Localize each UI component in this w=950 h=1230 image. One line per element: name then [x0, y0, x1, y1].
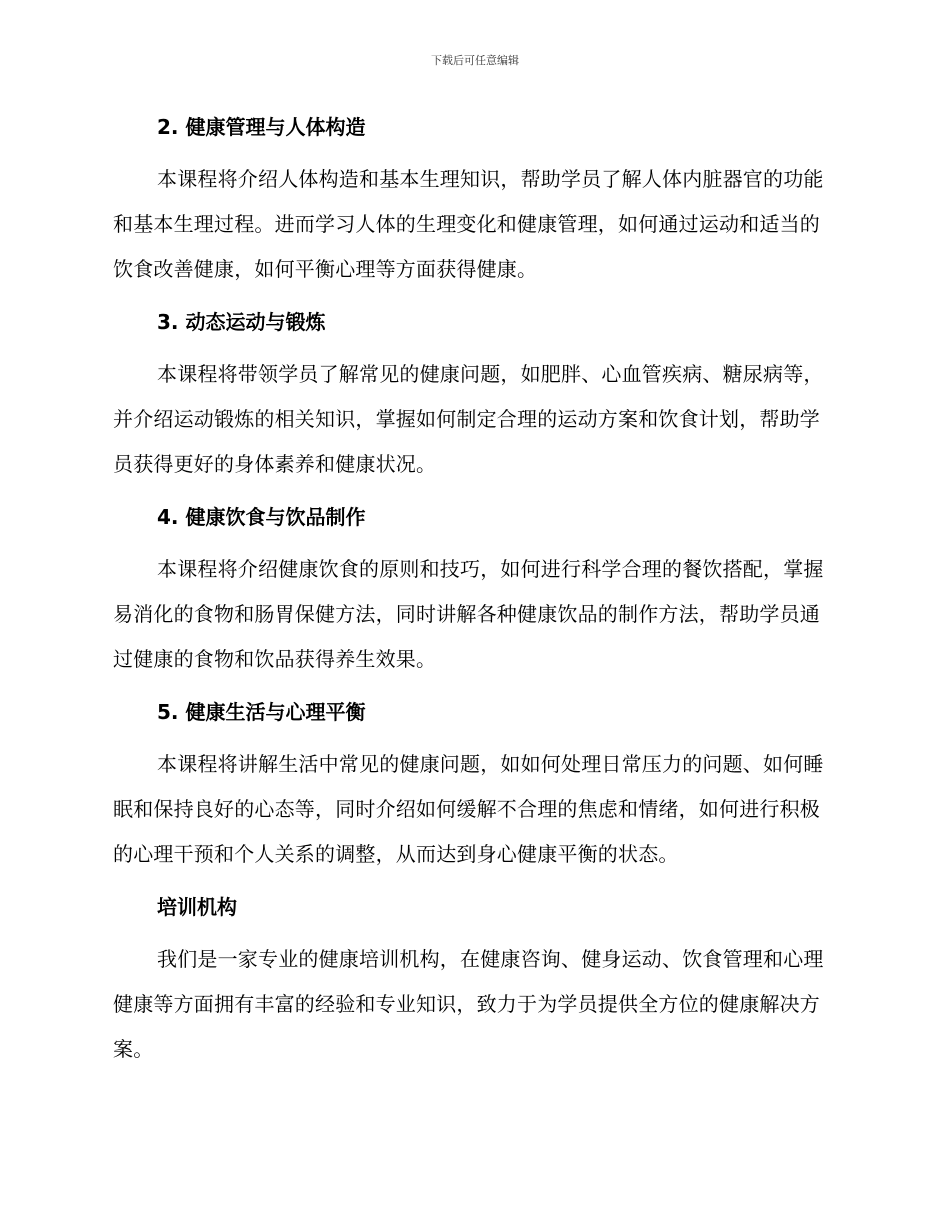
section-paragraph: 本课程将介绍健康饮食的原则和技巧，如何进行科学合理的餐饮搭配，掌握易消化的食物和肠胃保健方法，同时讲解各种健康饮品的制作方法，帮助学员通过健康的食物和饮品获得养生效果。: [113, 557, 824, 671]
section-training-institution: [113, 892, 837, 1072]
section-mental-balance: [113, 697, 837, 877]
section-heading: 3. 动态运动与锻炼: [157, 310, 326, 334]
section-heading: 4. 健康饮食与饮品制作: [157, 505, 366, 529]
section-health-management: [113, 112, 837, 292]
section-diet: [113, 502, 837, 682]
section-paragraph: 本课程将讲解生活中常见的健康问题，如如何处理日常压力的问题、如何睡眠和保持良好的心态等，同时介绍如何缓解不合理的焦虑和情绪，如何进行积极的心理干预和个人关系的调整，从而达到身心健康平衡的状态。: [113, 752, 824, 866]
section-heading: 5. 健康生活与心理平衡: [157, 700, 366, 724]
page-header-note: 下载后可任意编辑: [431, 54, 519, 67]
section-heading: 培训机构: [157, 895, 237, 919]
section-paragraph: 本课程将带领学员了解常见的健康问题，如肥胖、心血管疾病、糖尿病等，并介绍运动锻炼的相关知识，掌握如何制定合理的运动方案和饮食计划，帮助学员获得更好的身体素养和健康状况。: [113, 362, 824, 476]
section-paragraph: 本课程将介绍人体构造和基本生理知识，帮助学员了解人体内脏器官的功能和基本生理过程。进而学习人体的生理变化和健康管理，如何通过运动和适当的饮食改善健康，如何平衡心理等方面获得健康。: [113, 167, 824, 281]
section-heading: 2. 健康管理与人体构造: [157, 115, 366, 139]
section-exercise: [113, 307, 837, 487]
document-body: [113, 112, 837, 1087]
section-paragraph: 我们是一家专业的健康培训机构，在健康咨询、健身运动、饮食管理和心理健康等方面拥有丰富的经验和专业知识，致力于为学员提供全方位的健康解决方案。: [113, 947, 824, 1061]
